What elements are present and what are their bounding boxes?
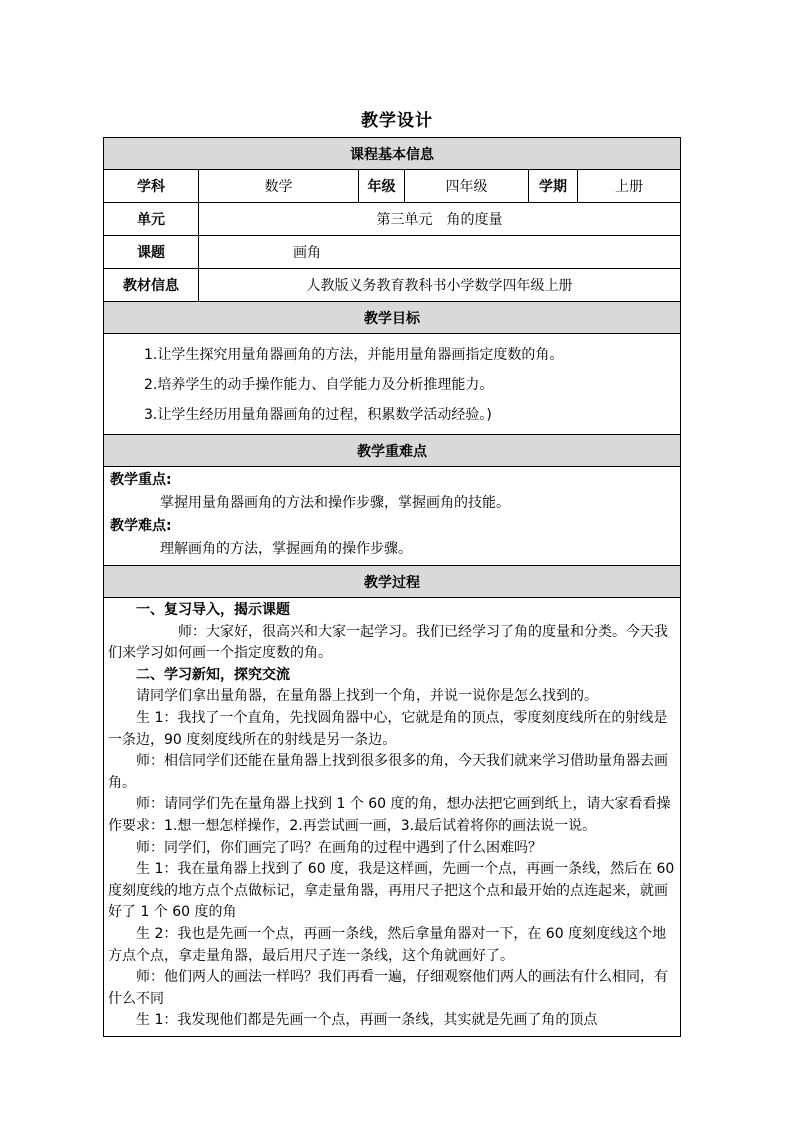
process-paragraph: 师：请同学们先在量角器上找到 1 个 60 度的角，想办法把它画到纸上，请大家看看操作要求：1.想一想怎样操作，2.再尝试画一画，3.最后试着将你的画法说一说。 — [108, 796, 671, 834]
goal-item: 1.让学生探究用量角器画角的方法，并能用量角器画指定度数的角。 — [144, 347, 564, 363]
keypoints-body — [104, 467, 681, 566]
difficulty-text: 理解画角的方法，掌握画角的操作步骤。 — [160, 541, 412, 557]
focus-label: 教学重点: — [110, 472, 172, 488]
process-paragraph: 生 1：我发现他们都是先画一个点，再画一条线，其实就是先画了角的顶点 — [136, 1012, 598, 1029]
goal-item: 3.让学生经历用量角器画角的过程，积累数学活动经验。) — [144, 407, 492, 423]
process-paragraph: 师：同学们，你们画完了吗？在画角的过程中遇到了什么困难吗？ — [136, 839, 542, 856]
subject-label: 学科 — [104, 170, 199, 203]
section-goals: 教学目标 — [104, 302, 681, 334]
unit-value: 第三单元 角的度量 — [199, 203, 681, 236]
grade-value: 四年级 — [405, 170, 529, 203]
unit-label: 单元 — [104, 203, 199, 236]
process-paragraph: 生 2：我也是先画一个点，再画一条线，然后拿量角器对一下，在 60 度刻度线这个地方点个点，拿走量角器，最后用尺子连一条线，这个角就画好了。 — [108, 925, 667, 964]
section-process: 教学过程 — [104, 566, 681, 598]
focus-text: 掌握用量角器画角的方法和操作步骤，掌握画角的技能。 — [160, 495, 510, 511]
goal-item: 2.培养学生的动手操作能力、自学能力及分析推理能力。 — [144, 377, 494, 393]
process-heading-2: 二、学习新知，探究交流 — [136, 666, 290, 683]
process-heading-1: 一、复习导入，揭示课题 — [136, 602, 290, 618]
difficulty-label: 教学难点: — [110, 518, 172, 534]
process-paragraph: 师：他们两人的画法一样吗？我们再看一遍，仔细观察他们两人的画法有什么相同，有什么不同 — [108, 969, 668, 1007]
textbook-value: 人教版义务教育教科书小学数学四年级上册 — [199, 269, 681, 302]
process-paragraph: 生 1：我找了一个直角，先找圆角器中心，它就是角的顶点，零度刻度线所在的射线是一条边，90 度刻度线所在的射线是另一条边。 — [108, 709, 668, 748]
term-value: 上册 — [578, 170, 681, 203]
process-paragraph: 师：相信同学们还能在量角器上找到很多很多的角，今天我们就来学习借助量角器去画角。 — [108, 753, 668, 791]
document-title: 教学设计 — [361, 111, 433, 131]
lesson-plan-table — [103, 137, 681, 1037]
term-label: 学期 — [529, 170, 578, 203]
topic-label: 课题 — [104, 236, 199, 269]
section-basic-info: 课程基本信息 — [104, 138, 681, 170]
textbook-label: 教材信息 — [104, 269, 199, 302]
process-body — [104, 598, 681, 1037]
topic-value: 画角 — [199, 236, 681, 269]
process-paragraph: 生 1：我在量角器上找到了 60 度，我是这样画，先画一个点，再画一条线，然后在 60 度刻度线的地方点个点做标记，拿走量角器，再用尺子把这个点和最开始的点连起来，就画好了 1 个 60 度的角 — [108, 861, 675, 921]
subject-value: 数学 — [199, 170, 359, 203]
process-paragraph: 师：大家好，很高兴和大家一起学习。我们已经学习了角的度量和分类。今天我们来学习如何画一个指定度数的角。 — [108, 623, 668, 662]
section-keypoints: 教学重难点 — [104, 435, 681, 467]
goals-list — [104, 334, 681, 435]
process-paragraph: 请同学们拿出量角器，在量角器上找到一个角，并说一说你是怎么找到的。 — [136, 688, 598, 705]
grade-label: 年级 — [359, 170, 405, 203]
